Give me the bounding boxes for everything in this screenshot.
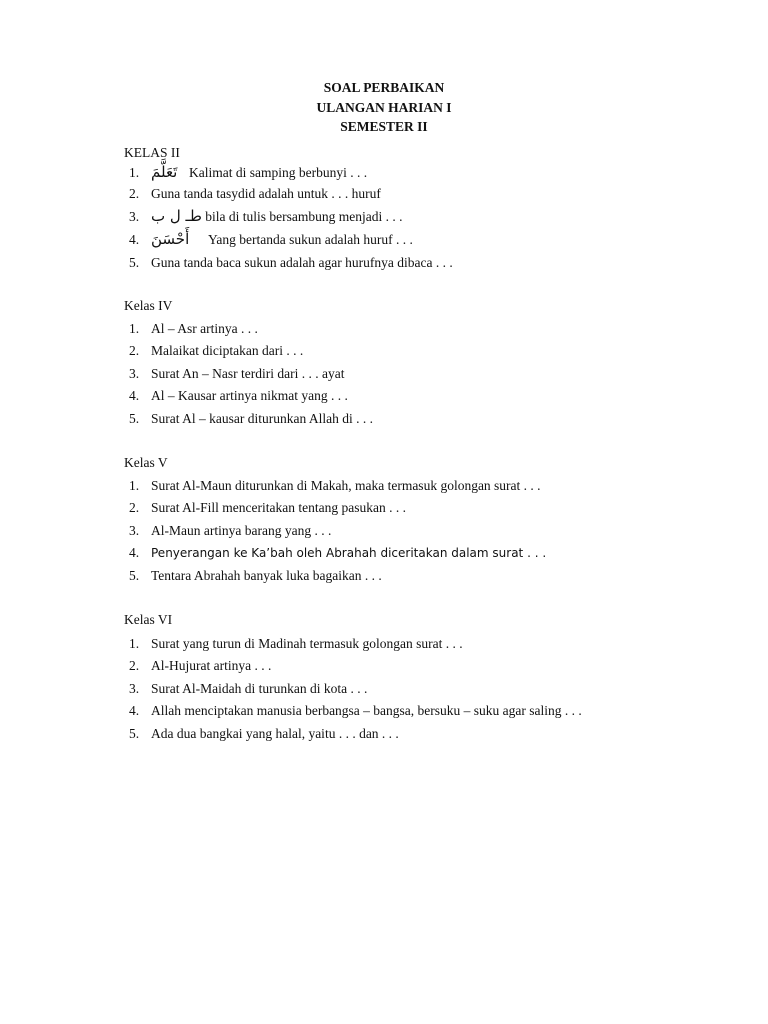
list-item [129, 185, 381, 203]
item-number: 1. [129, 478, 140, 493]
item-number: 3. [129, 366, 140, 381]
list-item [129, 410, 373, 428]
item-number: 1. [129, 165, 140, 180]
item-number: 5. [129, 411, 140, 426]
section-title-kelas-ii: KELAS II [124, 145, 180, 160]
arabic-word: تَعَلَّمَ [151, 163, 178, 181]
item-text: Surat Al – kausar diturunkan Allah di . . . [151, 411, 373, 426]
item-text: Surat An – Nasr terdiri dari . . . ayat [151, 366, 345, 381]
item-text: Kalimat di samping berbunyi . . . [189, 165, 368, 180]
item-text: Surat Al-Maidah di turunkan di kota . . . [151, 681, 368, 696]
item-text: Tentara Abrahah banyak luka bagaikan . . . [151, 568, 382, 583]
header-subtitle: ULANGAN HARIAN I [316, 99, 452, 115]
document-header [0, 78, 768, 137]
item-number: 1. [129, 321, 140, 336]
item-number: 2. [129, 186, 140, 201]
arabic-word: طـ ل ب [151, 207, 202, 225]
item-text: Ada dua bangkai yang halal, yaitu . . . dan . . . [151, 726, 399, 741]
arabic-word: أَحْسَنَ [151, 230, 190, 248]
list-item [129, 544, 546, 562]
item-number: 2. [129, 658, 140, 673]
item-text: Yang bertanda sukun adalah huruf . . . [208, 232, 413, 247]
list-item [129, 320, 258, 338]
item-number: 4. [129, 703, 140, 718]
list-item [129, 725, 399, 743]
item-number: 2. [129, 343, 140, 358]
list-item [129, 522, 331, 540]
item-text: Allah menciptakan manusia berbangsa – bangsa, bersuku – suku agar saling . . . [151, 703, 582, 718]
item-text: Guna tanda baca sukun adalah agar hurufnya dibaca . . . [151, 255, 453, 270]
list-item [129, 342, 303, 360]
list-item [129, 499, 406, 517]
list-item [129, 207, 403, 226]
list-item [129, 477, 541, 495]
item-number: 4. [129, 232, 140, 247]
item-number: 4. [129, 388, 140, 403]
item-text: Al-Maun artinya barang yang . . . [151, 523, 332, 538]
item-text: Guna tanda tasydid adalah untuk . . . huruf [151, 186, 381, 201]
item-text: Surat Al-Fill menceritakan tentang pasukan . . . [151, 500, 406, 515]
section-title-kelas-v: Kelas V [124, 455, 168, 470]
item-number: 3. [129, 681, 140, 696]
list-item [129, 657, 271, 675]
item-text: Al-Hujurat artinya . . . [151, 658, 272, 673]
item-text: bila di tulis bersambung menjadi . . . [205, 209, 403, 224]
list-item [129, 702, 582, 720]
item-text: Surat Al-Maun diturunkan di Makah, maka termasuk golongan surat . . . [151, 478, 541, 493]
item-number: 5. [129, 255, 140, 270]
item-number: 3. [129, 209, 140, 224]
list-item [129, 230, 413, 249]
list-item [129, 635, 463, 653]
item-text: Al – Kausar artinya nikmat yang . . . [151, 388, 348, 403]
item-number: 4. [129, 545, 140, 560]
item-text: Malaikat diciptakan dari . . . [151, 343, 304, 358]
list-item [129, 387, 348, 405]
item-text: Penyerangan ke Ka’bah oleh Abrahah diceritakan dalam surat . . . [151, 546, 547, 560]
header-semester: SEMESTER II [340, 119, 428, 134]
header-title: SOAL PERBAIKAN [323, 80, 445, 95]
list-item [129, 567, 382, 585]
item-text: Surat yang turun di Madinah termasuk golongan surat . . . [151, 636, 463, 651]
item-number: 2. [129, 500, 140, 515]
list-item [129, 163, 367, 182]
list-item [129, 254, 453, 272]
list-item [129, 365, 344, 383]
item-number: 3. [129, 523, 140, 538]
list-item [129, 680, 367, 698]
item-number: 5. [129, 726, 140, 741]
item-number: 1. [129, 636, 140, 651]
item-text: Al – Asr artinya . . . [151, 321, 258, 336]
section-title-kelas-vi: Kelas VI [124, 612, 173, 627]
item-number: 5. [129, 568, 140, 583]
section-title-kelas-iv: Kelas IV [124, 298, 173, 313]
